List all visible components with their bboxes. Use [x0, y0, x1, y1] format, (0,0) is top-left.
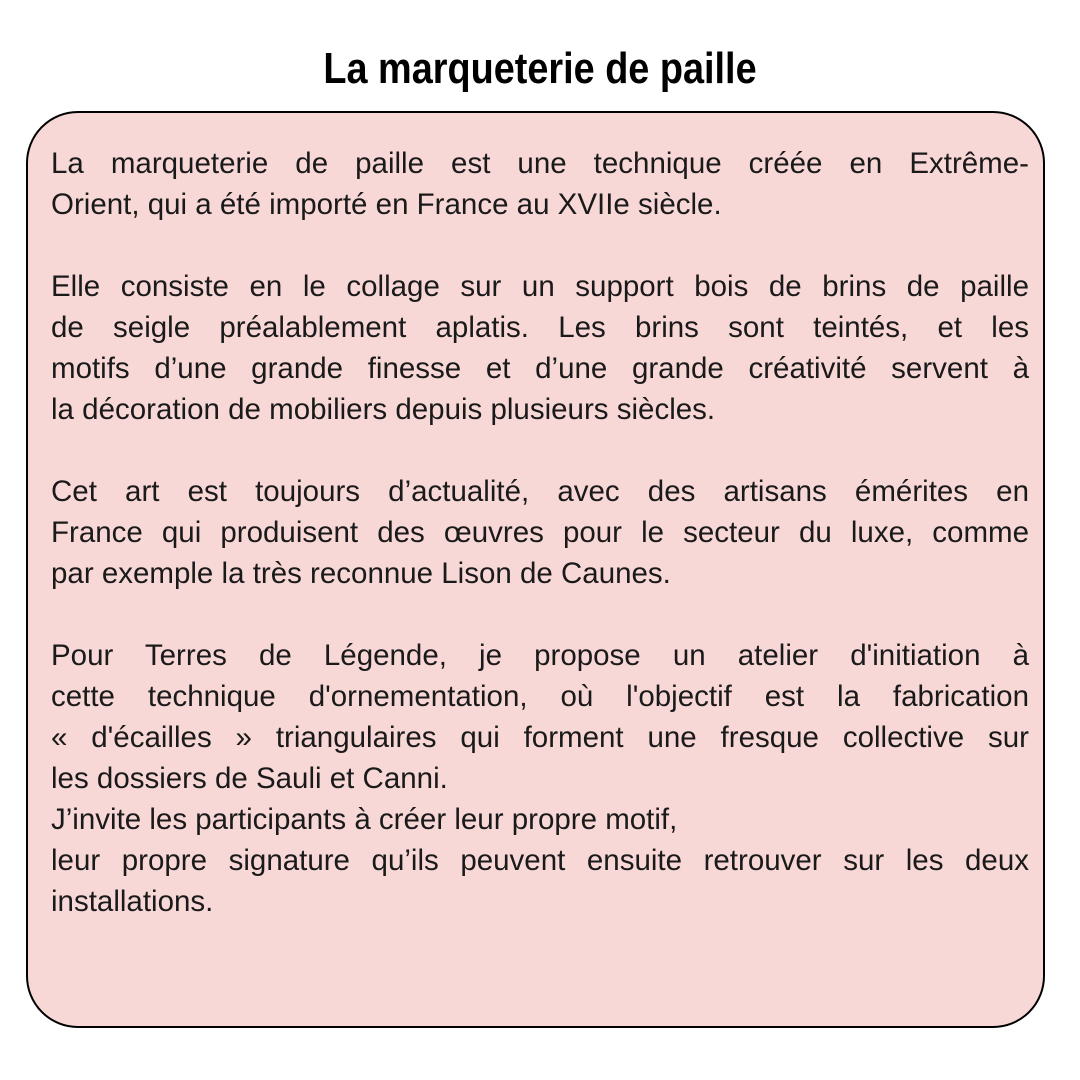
paragraph-3	[51, 471, 1029, 594]
text-line: cette technique d'ornementation, où l'objectif est la fabrication	[51, 680, 1029, 713]
text-line: leur propre signature qu’ils peuvent ensuite retrouver sur les deux	[51, 844, 1029, 877]
page-title: La marqueterie de paille	[323, 44, 757, 93]
text-line: J’invite les participants à créer leur propre motif,	[51, 803, 678, 836]
paragraph-4	[51, 635, 1029, 922]
text-line: Orient, qui a été importé en France au XVIIe siècle.	[51, 188, 722, 221]
text-line: Cet art est toujours d’actualité, avec des artisans émérites en	[51, 475, 1029, 508]
text-line: de seigle préalablement aplatis. Les brins sont teintés, et les	[51, 311, 1029, 344]
text-line: France qui produisent des œuvres pour le secteur du luxe, comme	[51, 516, 1029, 549]
text-line: « d'écailles » triangulaires qui forment une fresque collective sur	[51, 721, 1029, 754]
content-text	[51, 143, 1029, 963]
text-line: Pour Terres de Légende, je propose un atelier d'initiation à	[51, 639, 1029, 672]
text-line: Elle consiste en le collage sur un support bois de brins de paille	[51, 270, 1029, 303]
text-line: installations.	[51, 885, 214, 918]
text-line: La marqueterie de paille est une technique créée en Extrême-	[51, 147, 1029, 180]
paragraph-1	[51, 143, 1029, 225]
paragraph-2	[51, 266, 1029, 430]
text-line: les dossiers de Sauli et Canni.	[51, 762, 448, 795]
text-line: motifs d’une grande finesse et d’une grande créativité servent à	[51, 352, 1029, 385]
text-line: par exemple la très reconnue Lison de Caunes.	[51, 557, 671, 590]
text-line: la décoration de mobiliers depuis plusieurs siècles.	[51, 393, 716, 426]
